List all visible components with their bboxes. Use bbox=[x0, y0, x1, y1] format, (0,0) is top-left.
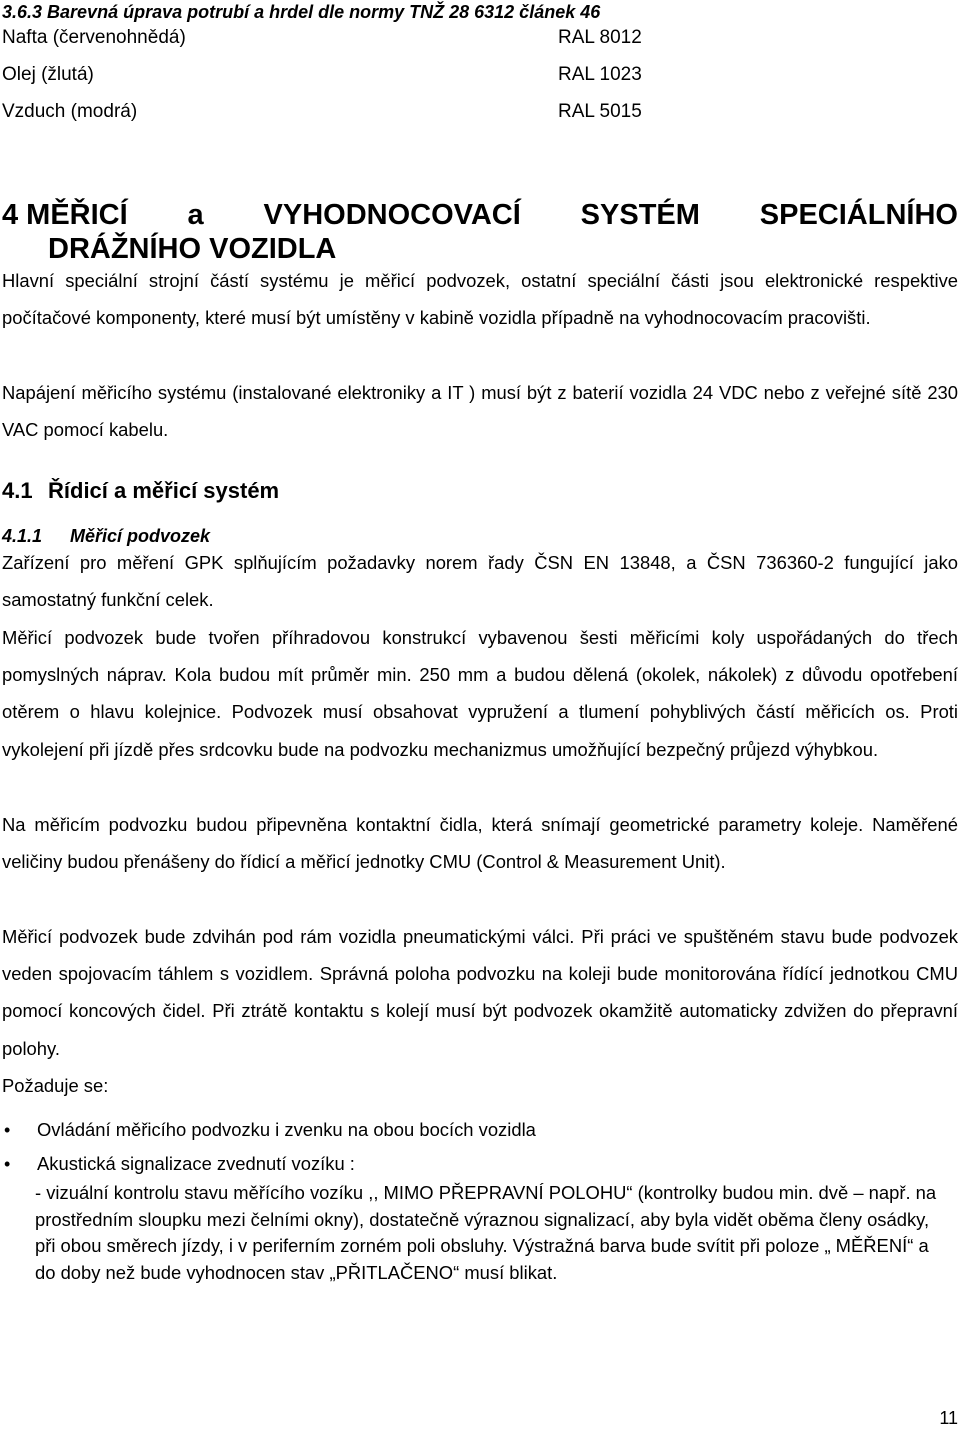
heading-word: VYHODNOCOVACÍ bbox=[263, 199, 521, 231]
heading-word: SPECIÁLNÍHO bbox=[759, 199, 958, 231]
section-number: 4.1.1 bbox=[2, 526, 43, 546]
visual-control-paragraph: - vizuální kontrolu stavu měřícího vozíku ,, MIMO PŘEPRAVNÍ POLOHU“ (kontrolky budou min. dvě – např. na prostředním sloupku mezi čelními okny), dostatečně výraznou signalizací, aby byla vidět oběma členy osádky, při obou směrech jízdy, i v periferním zorném poli obsluhy. Výstražná barva bude svítit při poloze „ MĚŘENÍ“ a do doby než bude vyhodnocen stav „PŘITLAČENO“ musí blikat. bbox=[35, 1182, 937, 1283]
list-item bbox=[2, 1148, 958, 1182]
paragraph-device: Zařízení pro měření GPK splňujícím požadavky norem řady ČSN EN 13848, a ČSN 736360-2 fungující jako samostatný funkční celek. bbox=[2, 552, 958, 611]
color-row-air bbox=[2, 101, 658, 127]
bullet-icon: • bbox=[4, 1120, 11, 1140]
heading-word: SYSTÉM bbox=[580, 199, 700, 231]
color-row-oil bbox=[2, 64, 658, 90]
color-name: Nafta (červenohnědá) bbox=[2, 27, 186, 48]
color-row-diesel bbox=[2, 27, 658, 53]
section-title: Řídicí a měřicí systém bbox=[48, 478, 280, 503]
color-name: Vzduch (modrá) bbox=[2, 101, 138, 122]
list-item bbox=[2, 1114, 958, 1148]
requirements-label: Požaduje se: bbox=[2, 1075, 109, 1096]
section-heading-4-1 bbox=[2, 478, 279, 504]
requirements-list bbox=[2, 1114, 958, 1182]
color-name: Olej (žlutá) bbox=[2, 64, 94, 85]
paragraph-lifting: Měřicí podvozek bude zdvihán pod rám vozidla pneumatickými válci. Při práci ve spuštěném stavu bude podvozek veden spojovacím táhlem s vozidlem. Správná poloha podvozku na koleji bude monitorována řídící jednotkou CMU pomocí koncových čidel. Při ztrátě kontaktu s kolejí musí být podvozek okamžitě automaticky zdvižen do přepravní polohy. bbox=[2, 926, 958, 1059]
intro-paragraph-1: Hlavní speciální strojní částí systému je měřicí podvozek, ostatní speciální části jsou elektronické respektive počítačové komponenty, které musí být umístěny v kabině vozidla případně na vyhodnocovacím pracovišti. bbox=[2, 270, 958, 329]
section-heading-3-6-3: 3.6.3 Barevná úprava potrubí a hrdel dle normy TNŽ 28 6312 článek 46 bbox=[2, 2, 601, 22]
bullet-icon: • bbox=[4, 1154, 11, 1174]
heading-word: 4 MĚŘICÍ bbox=[2, 199, 128, 231]
intro-paragraph-2: Napájení měřicího systému (instalované elektroniky a IT ) musí být z baterií vozidla 24 VDC nebo z veřejné sítě 230 VAC pomocí kabelu. bbox=[2, 382, 958, 441]
ral-code: RAL 5015 bbox=[558, 101, 642, 122]
ral-code: RAL 8012 bbox=[558, 27, 642, 48]
paragraph-sensors: Na měřicím podvozku budou připevněna kontaktní čidla, která snímají geometrické parametry koleje. Naměřené veličiny budou přenášeny do řídicí a měřicí jednotky CMU (Control & Measurement Unit). bbox=[2, 814, 958, 873]
heading-word: a bbox=[187, 199, 204, 231]
chapter-4-heading bbox=[2, 198, 958, 266]
list-item-text: Akustická signalizace zvednutí vozíku : bbox=[37, 1153, 355, 1174]
section-number: 4.1 bbox=[2, 478, 33, 503]
ral-code: RAL 1023 bbox=[558, 64, 642, 85]
list-item-text: Ovládání měřicího podvozku i zvenku na obou bocích vozidla bbox=[37, 1119, 536, 1140]
paragraph-construction: Měřicí podvozek bude tvořen příhradovou konstrukcí vybavenou šesti měřicími koly uspořádaných do třech pomyslných náprav. Kola budou mít průměr min. 250 mm a budou dělená (okolek, nákolek) z důvodu opotřebení otěrem o hlavu kolejnice. Podvozek musí obsahovat vypružení a tlumení pohyblivých částí měřicích os. Proti vykolejení při jízdě přes srdcovku bude na podvozku mechanizmus umožňující bezpečný průjezd výhybkou. bbox=[2, 627, 958, 760]
page-number: 11 bbox=[939, 1408, 958, 1428]
heading-line-2: DRÁŽNÍHO VOZIDLA bbox=[48, 233, 337, 265]
section-title: Měřicí podvozek bbox=[70, 526, 211, 546]
